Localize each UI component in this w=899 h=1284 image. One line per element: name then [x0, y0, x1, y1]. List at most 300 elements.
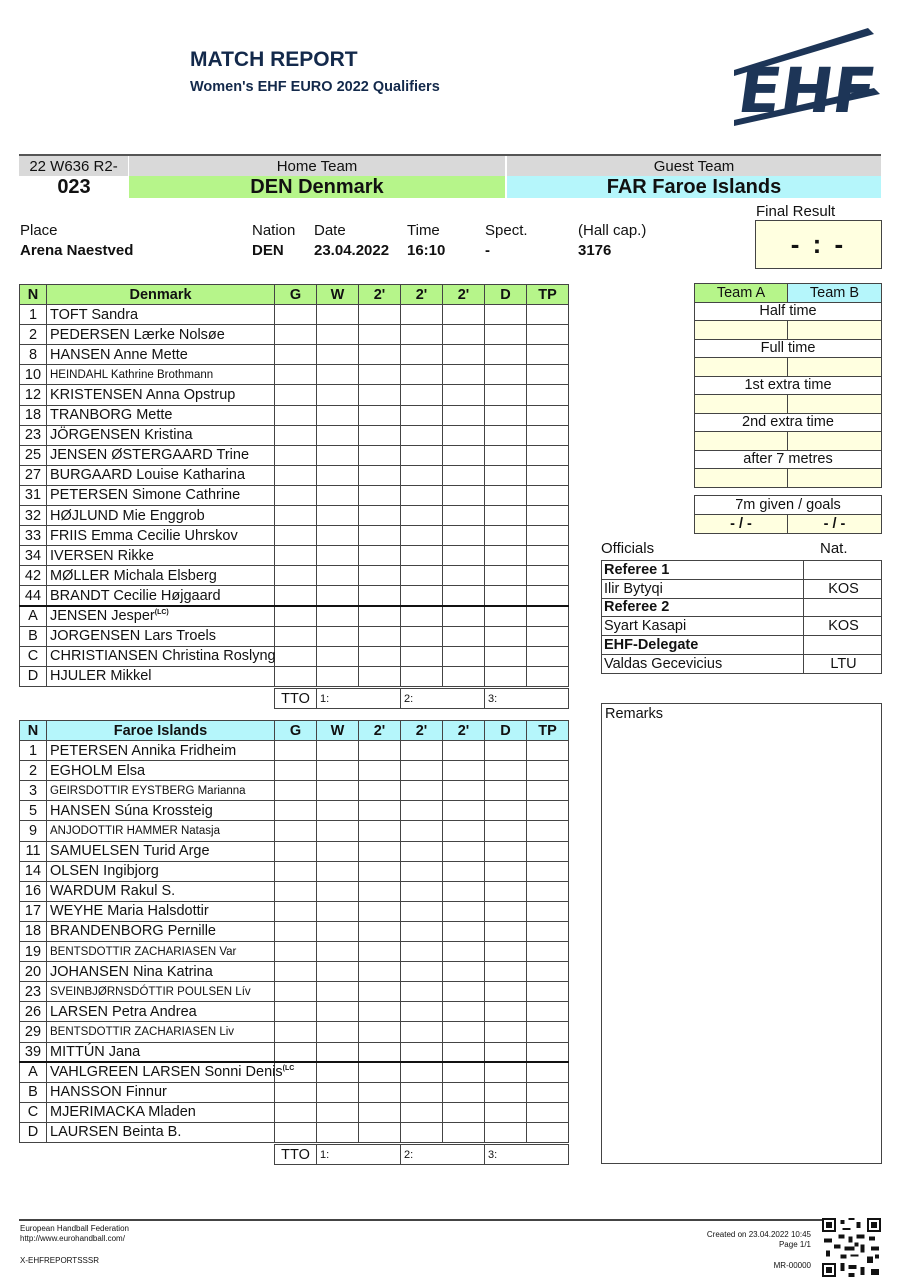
- stat-cell: [401, 1022, 443, 1042]
- stat-cell: [443, 881, 485, 901]
- seven-metres-a: [695, 469, 788, 488]
- stat-cell: [275, 626, 317, 646]
- stat-cell: [275, 526, 317, 546]
- stat-cell: [359, 781, 401, 801]
- stat-cell: [359, 405, 401, 425]
- stat-cell: [527, 606, 569, 626]
- stat-cell: [485, 781, 527, 801]
- player-name: [47, 526, 275, 546]
- name-text: PETERSEN Simone Cathrine: [50, 487, 241, 504]
- home-timeout-table: [274, 688, 569, 709]
- stat-cell: [275, 385, 317, 405]
- delegate-name: Valdas Gecevicius: [602, 654, 804, 673]
- col-suspension2-header: 2': [401, 721, 443, 741]
- stat-cell: [317, 801, 359, 821]
- stat-cell: [317, 566, 359, 586]
- official-name: [47, 646, 275, 666]
- name-text: JENSEN Jesper: [50, 608, 155, 625]
- score-table: [694, 283, 882, 488]
- stat-cell: [527, 385, 569, 405]
- player-number: D: [20, 666, 47, 686]
- stat-cell: [443, 982, 485, 1002]
- stat-cell: [359, 1062, 401, 1082]
- name-text: PETERSEN Annika Fridheim: [50, 742, 237, 759]
- home-team-label: [129, 156, 505, 176]
- stat-cell: [485, 646, 527, 666]
- stat-cell: [485, 586, 527, 606]
- player-number: 1: [20, 305, 47, 325]
- name-text: HANSEN Anne Mette: [50, 346, 188, 363]
- player-row: [20, 425, 569, 445]
- stat-cell: [359, 962, 401, 982]
- footer-url[interactable]: http://www.eurohandball.com/: [20, 1234, 125, 1243]
- stat-cell: [275, 921, 317, 941]
- player-row: [20, 881, 569, 901]
- player-number: 5: [20, 801, 47, 821]
- empty-cell: [804, 561, 882, 580]
- footer-report-id: MR-00000: [773, 1261, 811, 1270]
- player-number: 44: [20, 586, 47, 606]
- stat-cell: [401, 1002, 443, 1022]
- stat-cell: [317, 405, 359, 425]
- footer-created: Created on 23.04.2022 10:45: [706, 1230, 811, 1239]
- player-row: [20, 586, 569, 606]
- name-text: ANJODOTTIR HAMMER Natasja: [50, 825, 220, 838]
- stat-cell: [317, 606, 359, 626]
- player-number: 27: [20, 465, 47, 485]
- footer-page: Page 1/1: [778, 1240, 811, 1249]
- stat-cell: [401, 881, 443, 901]
- player-row: [20, 405, 569, 425]
- stat-cell: [317, 385, 359, 405]
- player-name: [47, 962, 275, 982]
- name-text: TOFT Sandra: [50, 306, 139, 323]
- stat-cell: [443, 1102, 485, 1122]
- extra-time-1-b: [788, 395, 882, 414]
- half-time-b: [788, 321, 882, 340]
- player-number: D: [20, 1122, 47, 1142]
- stat-cell: [401, 586, 443, 606]
- stat-cell: [401, 385, 443, 405]
- stat-cell: [485, 942, 527, 962]
- player-name: [47, 405, 275, 425]
- player-row: [20, 365, 569, 385]
- player-number: 19: [20, 942, 47, 962]
- stat-cell: [275, 821, 317, 841]
- stat-cell: [485, 305, 527, 325]
- name-text: BRANDENBORG Pernille: [50, 923, 216, 940]
- stat-cell: [317, 962, 359, 982]
- guest-label-text: Guest Team: [653, 157, 735, 175]
- player-name: [47, 781, 275, 801]
- player-row: [20, 821, 569, 841]
- stat-cell: [317, 741, 359, 761]
- stat-cell: [527, 305, 569, 325]
- player-number: 39: [20, 1042, 47, 1062]
- stat-cell: [275, 881, 317, 901]
- player-number: 3: [20, 781, 47, 801]
- col-warning-header: W: [317, 285, 359, 305]
- stat-cell: [275, 305, 317, 325]
- official-name: [47, 626, 275, 646]
- seven-m-team-a: - / -: [695, 515, 788, 534]
- player-row: [20, 526, 569, 546]
- player-number: 2: [20, 761, 47, 781]
- match-code: [19, 156, 129, 176]
- stat-cell: [485, 385, 527, 405]
- player-row: [20, 1042, 569, 1062]
- stat-cell: [401, 345, 443, 365]
- guest-team-label: [507, 156, 881, 176]
- stat-cell: [317, 305, 359, 325]
- player-row: [20, 801, 569, 821]
- stat-cell: [527, 506, 569, 526]
- player-row: [20, 781, 569, 801]
- stat-cell: [443, 1122, 485, 1142]
- stat-cell: [275, 345, 317, 365]
- stat-cell: [443, 781, 485, 801]
- stat-cell: [275, 365, 317, 385]
- final-result-label: Final Result: [756, 203, 836, 220]
- stat-cell: [401, 405, 443, 425]
- seven-metres-label: after 7 metres: [695, 450, 882, 469]
- stat-cell: [317, 345, 359, 365]
- player-number: 42: [20, 566, 47, 586]
- stat-cell: [275, 325, 317, 345]
- stat-cell: [275, 405, 317, 425]
- official-name: [47, 1062, 295, 1082]
- time-value: 16:10: [407, 242, 446, 259]
- col-warning-header: W: [317, 721, 359, 741]
- col-team-punish-header: TP: [527, 285, 569, 305]
- stat-cell: [401, 1122, 443, 1142]
- stat-cell: [485, 345, 527, 365]
- stat-cell: [275, 465, 317, 485]
- player-name: [47, 982, 275, 1002]
- stat-cell: [275, 741, 317, 761]
- player-number: 16: [20, 881, 47, 901]
- stat-cell: [275, 861, 317, 881]
- stat-cell: [527, 1022, 569, 1042]
- col-suspension1-header: 2': [359, 285, 401, 305]
- date-label: Date: [314, 222, 346, 239]
- stat-cell: [527, 982, 569, 1002]
- stat-cell: [527, 485, 569, 505]
- stat-cell: [317, 761, 359, 781]
- stat-cell: [359, 1002, 401, 1022]
- stat-cell: [359, 666, 401, 686]
- delegate-nat: LTU: [804, 654, 882, 673]
- stat-cell: [401, 901, 443, 921]
- col-number-header: N: [20, 721, 47, 741]
- name-text: BENTSDOTTIR ZACHARIASEN Var: [50, 945, 237, 958]
- player-number: 26: [20, 1002, 47, 1022]
- player-name: [47, 325, 275, 345]
- name-text: SAMUELSEN Turid Arge: [50, 843, 210, 860]
- stat-cell: [401, 841, 443, 861]
- col-suspension1-header: 2': [359, 721, 401, 741]
- name-text: PEDERSEN Lærke Nolsøe: [50, 326, 225, 343]
- stat-cell: [401, 666, 443, 686]
- player-name: [47, 1022, 275, 1042]
- stat-cell: [317, 881, 359, 901]
- stat-cell: [527, 586, 569, 606]
- place-value: Arena Naestved: [20, 242, 134, 259]
- player-row: [20, 921, 569, 941]
- stat-cell: [275, 1122, 317, 1142]
- stat-cell: [485, 1042, 527, 1062]
- stat-cell: [317, 942, 359, 962]
- licence-tag: (LC): [154, 609, 169, 617]
- stat-cell: [527, 942, 569, 962]
- name-text: JÖRGENSEN Kristina: [50, 427, 193, 444]
- footer-org: European Handball Federation: [20, 1224, 129, 1233]
- name-text: BURGAARD Louise Katharina: [50, 467, 246, 484]
- stat-cell: [485, 982, 527, 1002]
- player-name: [47, 425, 275, 445]
- player-name: [47, 566, 275, 586]
- stat-cell: [527, 881, 569, 901]
- player-name: [47, 801, 275, 821]
- player-number: C: [20, 1102, 47, 1122]
- stat-cell: [401, 506, 443, 526]
- stat-cell: [443, 405, 485, 425]
- stat-cell: [527, 821, 569, 841]
- stat-cell: [317, 1122, 359, 1142]
- extra-time-1-a: [695, 395, 788, 414]
- stat-cell: [317, 485, 359, 505]
- stat-cell: [359, 465, 401, 485]
- stat-cell: [527, 325, 569, 345]
- stat-cell: [485, 425, 527, 445]
- stat-cell: [443, 606, 485, 626]
- extra-time-1-label: 1st extra time: [695, 376, 882, 395]
- col-team-punish-header: TP: [527, 721, 569, 741]
- home-tto-label: TTO: [275, 689, 317, 709]
- guest-tto-slot-3: 3:: [485, 1145, 569, 1165]
- player-number: 2: [20, 325, 47, 345]
- stat-cell: [359, 445, 401, 465]
- name-text: WEYHE Maria Halsdottir: [50, 903, 209, 920]
- referee-2-nat: KOS: [804, 617, 882, 636]
- report-title: MATCH REPORT: [190, 48, 358, 71]
- stat-cell: [275, 982, 317, 1002]
- stat-cell: [317, 445, 359, 465]
- stat-cell: [317, 1002, 359, 1022]
- stat-cell: [443, 962, 485, 982]
- extra-time-2-a: [695, 432, 788, 451]
- stat-cell: [443, 526, 485, 546]
- stat-cell: [317, 1062, 359, 1082]
- name-text: BRANDT Cecilie Højgaard: [50, 587, 221, 604]
- stat-cell: [275, 942, 317, 962]
- col-goals-header: G: [275, 721, 317, 741]
- stat-cell: [359, 982, 401, 1002]
- stat-cell: [359, 345, 401, 365]
- stat-cell: [485, 566, 527, 586]
- stat-cell: [443, 841, 485, 861]
- stat-cell: [527, 1042, 569, 1062]
- player-name: [47, 305, 275, 325]
- stat-cell: [443, 425, 485, 445]
- stat-cell: [359, 385, 401, 405]
- official-name: [47, 1082, 275, 1102]
- stat-cell: [401, 305, 443, 325]
- stat-cell: [401, 781, 443, 801]
- player-row: [20, 345, 569, 365]
- stat-cell: [485, 546, 527, 566]
- nation-label: Nation: [252, 222, 296, 239]
- extra-time-2-b: [788, 432, 882, 451]
- stat-cell: [401, 1102, 443, 1122]
- stat-cell: [527, 566, 569, 586]
- player-number: 23: [20, 982, 47, 1002]
- player-name: [47, 385, 275, 405]
- name-text: TRANBORG Mette: [50, 407, 173, 424]
- stat-cell: [527, 425, 569, 445]
- referee-1-role: Referee 1: [602, 561, 804, 580]
- stat-cell: [317, 526, 359, 546]
- stat-cell: [485, 1062, 527, 1082]
- stat-cell: [359, 1022, 401, 1042]
- stat-cell: [275, 485, 317, 505]
- stat-cell: [401, 445, 443, 465]
- stat-cell: [485, 626, 527, 646]
- player-name: [47, 546, 275, 566]
- player-name: [47, 942, 275, 962]
- official-name: [47, 666, 275, 686]
- stat-cell: [317, 781, 359, 801]
- player-row: [20, 1022, 569, 1042]
- player-name: [47, 761, 275, 781]
- stat-cell: [275, 781, 317, 801]
- stat-cell: [443, 1002, 485, 1022]
- stat-cell: [275, 801, 317, 821]
- name-text: OLSEN Ingibjorg: [50, 863, 159, 880]
- stat-cell: [443, 646, 485, 666]
- stat-cell: [359, 626, 401, 646]
- stat-cell: [401, 741, 443, 761]
- stat-cell: [485, 841, 527, 861]
- stat-cell: [317, 821, 359, 841]
- stat-cell: [443, 942, 485, 962]
- stat-cell: [359, 942, 401, 962]
- player-number: 10: [20, 365, 47, 385]
- time-label: Time: [407, 222, 440, 239]
- home-tto-slot-3: 3:: [485, 689, 569, 709]
- stat-cell: [485, 861, 527, 881]
- name-text: HEINDAHL Kathrine Brothmann: [50, 368, 214, 381]
- empty-cell: [804, 636, 882, 655]
- stat-cell: [401, 1082, 443, 1102]
- hall-capacity-label: (Hall cap.): [578, 222, 647, 239]
- footer-divider: [19, 1219, 881, 1221]
- guest-table-header: [20, 721, 569, 741]
- stat-cell: [443, 1022, 485, 1042]
- stat-cell: [317, 1042, 359, 1062]
- team-official-row: [20, 606, 569, 626]
- stat-cell: [359, 801, 401, 821]
- stat-cell: [275, 761, 317, 781]
- stat-cell: [443, 445, 485, 465]
- stat-cell: [401, 365, 443, 385]
- stat-cell: [527, 1082, 569, 1102]
- stat-cell: [359, 1082, 401, 1102]
- stat-cell: [485, 1002, 527, 1022]
- stat-cell: [485, 801, 527, 821]
- remarks-label: Remarks: [605, 706, 664, 722]
- col-disqual-header: D: [485, 285, 527, 305]
- home-team-name: [129, 176, 505, 198]
- home-tto-slot-2: 2:: [401, 689, 485, 709]
- name-text: BENTSDOTTIR ZACHARIASEN Liv: [50, 1025, 235, 1038]
- stat-cell: [401, 325, 443, 345]
- extra-time-2-label: 2nd extra time: [695, 413, 882, 432]
- officials-label: Officials: [601, 540, 655, 557]
- stat-cell: [443, 741, 485, 761]
- stat-cell: [317, 646, 359, 666]
- stat-cell: [527, 741, 569, 761]
- stat-cell: [443, 801, 485, 821]
- team-b-label: Team B: [788, 284, 882, 303]
- stat-cell: [527, 526, 569, 546]
- stat-cell: [527, 801, 569, 821]
- stat-cell: [485, 761, 527, 781]
- player-number: 33: [20, 526, 47, 546]
- player-name: [47, 506, 275, 526]
- player-number: 14: [20, 861, 47, 881]
- stat-cell: [359, 821, 401, 841]
- stat-cell: [401, 465, 443, 485]
- stat-cell: [443, 566, 485, 586]
- seven-metre-table: [694, 495, 882, 534]
- nation-value: DEN: [252, 242, 284, 259]
- stat-cell: [443, 901, 485, 921]
- stat-cell: [275, 1002, 317, 1022]
- stat-cell: [485, 901, 527, 921]
- name-text: LAURSEN Beinta B.: [50, 1124, 182, 1141]
- stat-cell: [275, 606, 317, 626]
- stat-cell: [317, 425, 359, 445]
- stat-cell: [275, 901, 317, 921]
- name-text: MJERIMACKA Mladen: [50, 1104, 196, 1121]
- stat-cell: [443, 1062, 485, 1082]
- name-text: GEIRSDOTTIR EYSTBERG Marianna: [50, 784, 246, 797]
- stat-cell: [317, 465, 359, 485]
- name-text: HØJLUND Mie Enggrob: [50, 507, 205, 524]
- player-number: 11: [20, 841, 47, 861]
- player-number: A: [20, 606, 47, 626]
- player-number: 12: [20, 385, 47, 405]
- stat-cell: [359, 1102, 401, 1122]
- team-official-row: [20, 1062, 569, 1082]
- guest-tto-slot-1: 1:: [317, 1145, 401, 1165]
- stat-cell: [527, 861, 569, 881]
- player-number: 31: [20, 485, 47, 505]
- date-value: 23.04.2022: [314, 242, 390, 259]
- stat-cell: [485, 962, 527, 982]
- stat-cell: [527, 921, 569, 941]
- stat-cell: [359, 325, 401, 345]
- name-text: KRISTENSEN Anna Opstrup: [50, 387, 236, 404]
- licence-tag: (LC: [282, 1065, 295, 1073]
- stat-cell: [317, 841, 359, 861]
- stat-cell: [527, 465, 569, 485]
- player-row: [20, 861, 569, 881]
- player-name: [47, 365, 275, 385]
- stat-cell: [443, 546, 485, 566]
- stat-cell: [527, 626, 569, 646]
